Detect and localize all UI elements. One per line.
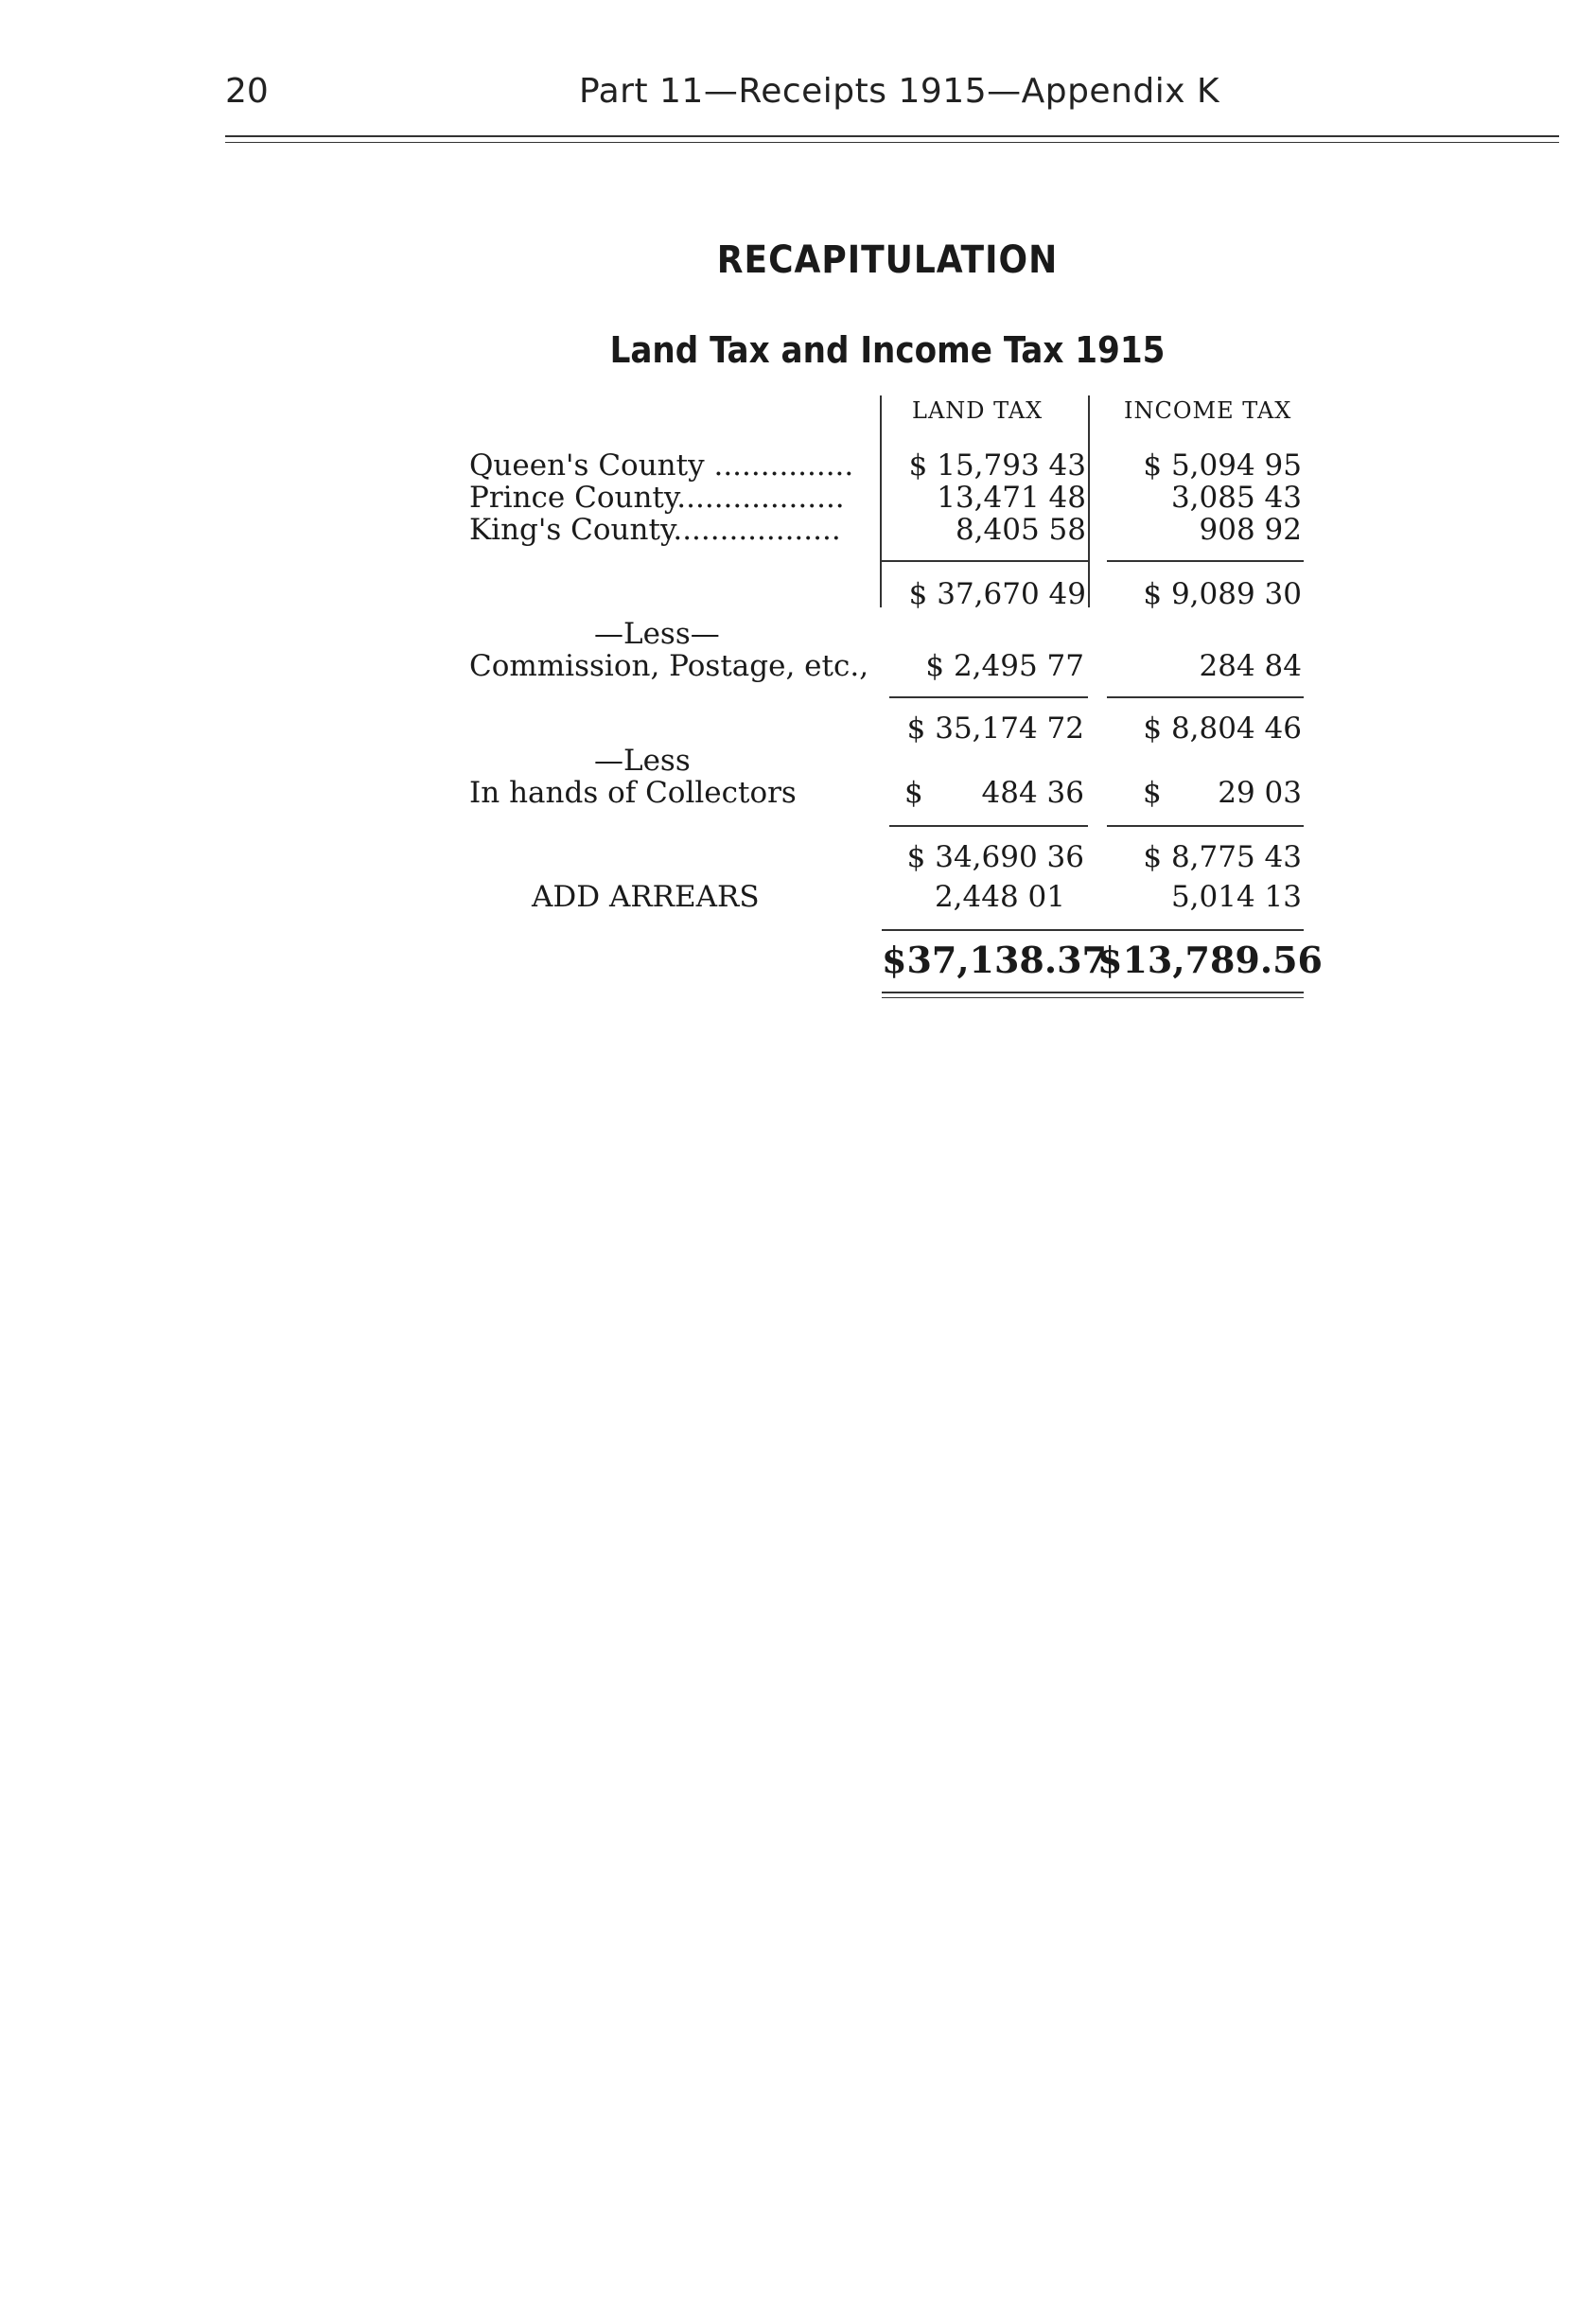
subtotal1-land-tax: $ 37,670 49 (908, 577, 1086, 611)
rule-totals-double-1 (882, 992, 1304, 993)
rule-income-subtotal3 (1107, 825, 1304, 827)
subtotal3-income-tax: $ 8,775 43 (1143, 840, 1302, 874)
arrears-income-tax: 5,014 13 (1170, 880, 1302, 914)
less-heading-commission: —Less— (594, 617, 720, 651)
prince-county-land-tax: 13,471 48 (937, 481, 1086, 515)
queens-county-land-tax: $ 15,793 43 (908, 448, 1086, 483)
collectors-land-tax-sign: $ (904, 776, 923, 810)
less-heading-collectors: —Less (594, 744, 691, 778)
commission-income-tax: 284 84 (1199, 649, 1302, 683)
row-label-prince-county: Prince County.................. (469, 481, 845, 515)
collectors-land-tax: 484 36 (981, 776, 1084, 810)
column-header-land-tax: LAND TAX (912, 397, 1044, 424)
row-label-kings-county: King's County.................. (469, 513, 841, 547)
arrears-land-tax: 2,448 01 (934, 880, 1065, 914)
subtotal3-land-tax: $ 34,690 36 (906, 840, 1084, 874)
page-title: RECAPITULATION (716, 238, 1059, 282)
row-label-collectors: In hands of Collectors (469, 776, 797, 810)
column-header-income-tax: INCOME TAX (1124, 397, 1292, 424)
queens-county-income-tax: $ 5,094 95 (1143, 448, 1302, 483)
column-divider-middle (1088, 395, 1090, 607)
rule-land-subtotal1 (882, 560, 1088, 562)
row-label-add-arrears: ADD ARREARS (532, 880, 760, 914)
page-subtitle: Land Tax and Income Tax 1915 (609, 329, 1166, 371)
page-number: 20 (225, 72, 269, 111)
running-title: Part 11—Receipts 1915—Appendix K (579, 72, 1220, 111)
subtotal2-land-tax: $ 35,174 72 (906, 711, 1084, 746)
collectors-income-tax: 29 03 (1218, 776, 1302, 810)
kings-county-land-tax: 8,405 58 (955, 513, 1086, 547)
grand-total-income-tax: $13,789.56 (1097, 939, 1323, 981)
prince-county-income-tax: 3,085 43 (1170, 481, 1302, 515)
rule-income-subtotal2 (1107, 696, 1304, 698)
row-label-queens-county: Queen's County ............... (469, 448, 854, 483)
kings-county-income-tax: 908 92 (1199, 513, 1302, 547)
subtotal2-income-tax: $ 8,804 46 (1143, 711, 1302, 746)
rule-totals (882, 929, 1304, 931)
header-rule-bottom (225, 142, 1559, 143)
rule-income-subtotal1 (1107, 560, 1304, 562)
grand-total-land-tax: $37,138.37 (882, 939, 1107, 981)
rule-land-subtotal2 (889, 696, 1088, 698)
row-label-commission: Commission, Postage, etc., (469, 649, 869, 683)
collectors-income-tax-sign: $ (1143, 776, 1162, 810)
subtotal1-income-tax: $ 9,089 30 (1143, 577, 1302, 611)
header-rule-top (225, 135, 1559, 137)
rule-land-subtotal3 (889, 825, 1088, 827)
commission-land-tax: $ 2,495 77 (925, 649, 1084, 683)
rule-totals-double-2 (882, 997, 1304, 998)
column-divider-left (880, 395, 882, 607)
